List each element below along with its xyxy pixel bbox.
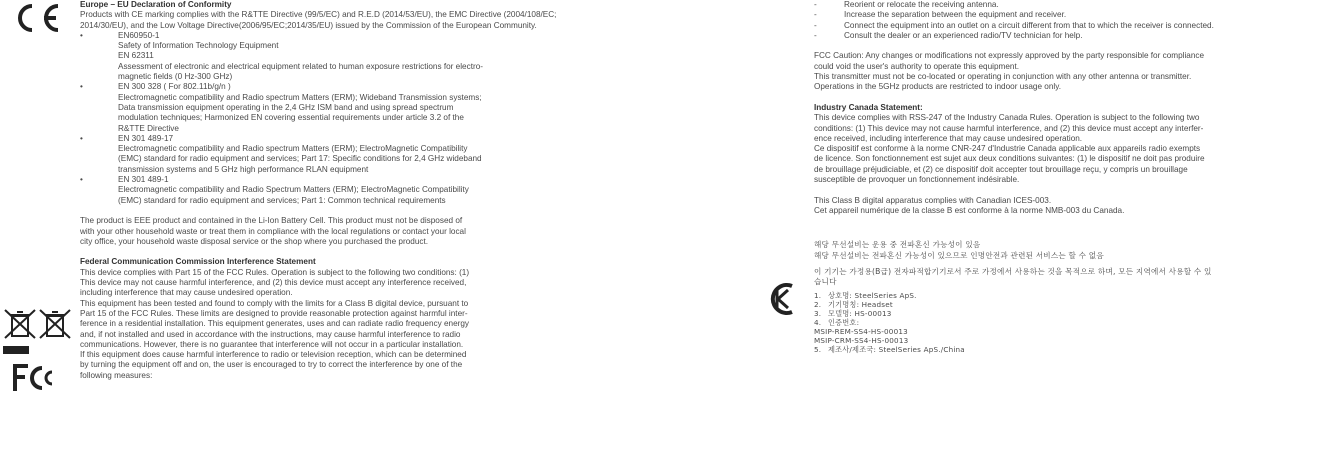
ic-heading: Industry Canada Statement:: [814, 102, 923, 112]
measure-text: Increase the separation between the equipment and receiver.: [844, 10, 1067, 20]
standard-item: [80, 175, 600, 206]
crossed-bin-icon: [3, 308, 37, 343]
caution-line: FCC Caution: Any changes or modifications not expressly approved by the party responsible for compliance: [814, 51, 1205, 61]
ic-line: Ce dispositif est conforme à la norme CNR-247 d'Industrie Canada applicable aux appareils radio exempts: [814, 144, 1201, 154]
eu-intro: Products with CE marking complies with the R&TTE Directive (99/5/EC) and R.E.D (2014/53/EU), the EMC Directive (2004/108/EC; 2014/30/EU), and the Low Voltage Directive(2006/95/EC;2014/35/EU) issued by the Commission of the European Community.: [80, 10, 557, 30]
standard-line: Assessment of electronic and electrical equipment related to human exposure restrictions for electro-: [118, 61, 483, 71]
fcc-paragraph: [80, 268, 600, 381]
kr-list-item: [814, 291, 1324, 300]
standard-line: transmission systems and 5 GHz high performance RLAN equipment: [118, 164, 369, 174]
ices-line: Cet appareil numérique de la classe B est conforme à la norme NMB-003 du Canada.: [814, 205, 1125, 215]
eee-line: with your other household waste or treat them in compliance with the local regulations or contact your local: [80, 226, 466, 236]
fcc-line: If this equipment does cause harmful interference to radio or television reception, which can be determined: [80, 350, 467, 360]
ic-line: conditions: (1) This device may not cause harmful interference, and (2) this device must accept any interfer-: [814, 123, 1204, 133]
fcc-line: Part 15 of the FCC Rules. These limits are designed to provide reasonable protection against harmful inter-: [80, 308, 468, 318]
fcc-caution: [814, 51, 1324, 92]
ce-mark-icon: [10, 3, 62, 36]
standard-text: [118, 175, 600, 206]
standard-line: Electromagnetic compatibility and Radio spectrum Matters (ERM); Wideband Transmission systems;: [118, 92, 482, 102]
ices-line: This Class B digital apparatus complies with Canadian ICES-003.: [814, 195, 1052, 205]
kr-cert-id: MSIP-REM-SS4-HS-00013: [814, 327, 908, 337]
standard-text: [118, 134, 600, 175]
disposal-bar: [3, 346, 29, 354]
standard-item: [80, 134, 600, 175]
standard-text: [118, 31, 600, 82]
kr-list-text: 모델명: HS-00013: [828, 309, 892, 319]
fcc-line: by turning the equipment off and on, the user is encouraged to try to correct the interference by one of the: [80, 360, 463, 370]
kr-list-item: [814, 300, 1324, 309]
standard-line: Safety of Information Technology Equipment: [118, 41, 279, 51]
korean-info-list: [814, 291, 1324, 354]
standard-line: magnetic fields (0 Hz-300 GHz): [118, 72, 233, 82]
kr-list-number: 2.: [814, 300, 822, 310]
ic-line: ence received, including interference that may cause undesired operation.: [814, 133, 1083, 143]
bullet-mark: •: [80, 82, 83, 92]
standard-text: [118, 82, 600, 133]
ic-line: de brouillage préjudiciable, et (2) ce dispositif doit accepter tout brouillage reçu, y compris un brouillage: [814, 164, 1188, 174]
measure-item: [814, 21, 1324, 31]
kr-list-item: [814, 318, 1324, 327]
eee-line: The product is EEE product and contained in the Li-Ion Battery Cell. This product must not be disposed of: [80, 216, 463, 226]
korean-notice: [814, 240, 1324, 261]
fcc-line: including interference that may cause undesired operation.: [80, 288, 293, 298]
fcc-logo-icon: [12, 363, 58, 396]
standard-line: EN 301 489-17: [118, 133, 174, 143]
kr-list-text: 인증번호:: [828, 318, 860, 328]
kr-list-number: 4.: [814, 318, 822, 328]
kc-mark-icon: [764, 281, 800, 320]
standard-item: [80, 82, 600, 133]
standard-line: EN 301 489-1: [118, 175, 169, 185]
ic-line: de licence. Son fonctionnement est sujet aux deux conditions suivantes: (1) le dispositif ne doit pas produire: [814, 154, 1205, 164]
measure-item: [814, 10, 1324, 20]
kr-cert-id: MSIP-CRM-SS4-HS-00013: [814, 336, 909, 346]
dash-mark: -: [814, 20, 817, 30]
ic-paragraph: [814, 113, 1324, 185]
kr-list-text: 제조사/제조국: SteelSeries ApS./China: [828, 345, 965, 355]
korean-class-b-notice: [814, 267, 1324, 288]
bullet-mark: •: [80, 30, 83, 40]
kr-list-text: 상호명: SteelSeries ApS.: [828, 291, 917, 301]
right-column: [814, 0, 1324, 354]
standard-line: R&TTE Directive: [118, 123, 179, 133]
measure-text: Reorient or relocate the receiving antenna.: [844, 0, 999, 9]
measure-text: Connect the equipment into an outlet on a circuit different from that to which the receiver is connected.: [844, 20, 1214, 30]
fcc-line: and, if not installed and used in accordance with the instructions, may cause harmful interference to radio: [80, 329, 461, 339]
fcc-line: ference in a residential installation. This equipment generates, uses and can radiate radio frequency energy: [80, 319, 469, 329]
kr-list-item: [814, 345, 1324, 354]
standard-line: EN 62311: [118, 51, 154, 61]
fcc-line: This equipment has been tested and found to comply with the limits for a Class B digital device, pursuant to: [80, 298, 469, 308]
eu-heading: Europe – EU Declaration of Conformity: [80, 0, 232, 9]
fcc-line: This device may not cause harmful interference, and (2) this device must accept any interference received,: [80, 278, 467, 288]
standard-line: EN 300 328 ( For 802.11b/g/n ): [118, 82, 231, 92]
ic-line: This device complies with RSS-247 of the Industry Canada Rules. Operation is subject to the following two: [814, 113, 1200, 123]
bullet-mark: •: [80, 133, 83, 143]
measure-item: [814, 31, 1324, 41]
standard-line: EN60950-1: [118, 30, 160, 40]
dash-mark: -: [814, 10, 817, 20]
caution-line: Operations in the 5GHz products are restricted to indoor usage only.: [814, 82, 1061, 92]
korean-para-line: 이 기기는 가정용(B급) 전자파적합기기로서 주로 가정에서 사용하는 것을 목적으로 하며, 모든 지역에서 사용할 수 있: [814, 266, 1212, 276]
standard-line: (EMC) standard for radio equipment and services; Part 17: Specific conditions for 2,4 GHz wideband: [118, 154, 482, 164]
korean-line: 해당 무선설비는 운용 중 전파혼신 가능성이 있음: [814, 240, 981, 250]
bullet-mark: •: [80, 175, 83, 185]
standard-line: Data transmission equipment operating in the 2,4 GHz ISM band and using spread spectrum: [118, 102, 454, 112]
ic-line: susceptible de provoquer un fonctionnement indésirable.: [814, 175, 1020, 185]
eee-paragraph: [80, 216, 600, 247]
standard-item: [80, 31, 600, 82]
standards-list: [80, 31, 600, 206]
kr-list-item: [814, 309, 1324, 318]
standard-line: modulation techniques; Harmonized EN covering essential requirements under article 3.2 of the: [118, 113, 464, 123]
standard-line: (EMC) standard for radio equipment and services; Part 1: Common technical requirements: [118, 195, 446, 205]
kr-list-text: 기기명칭: Headset: [828, 300, 893, 310]
crossed-battery-bin-icon: [38, 308, 72, 343]
fcc-heading: Federal Communication Commission Interference Statement: [80, 257, 316, 267]
measure-text: Consult the dealer or an experienced radio/TV technician for help.: [844, 30, 1083, 40]
fcc-line: following measures:: [80, 370, 153, 380]
caution-line: This transmitter must not be co-located or operating in conjunction with any other antenna or transmitter.: [814, 72, 1192, 82]
korean-line: 해당 무선설비는 전파혼신 가능성이 있으므로 인명안전과 관련된 서비스는 할 수 없음: [814, 250, 1104, 260]
fcc-line: communications. However, there is no guarantee that interference will not occur in a particular installation.: [80, 339, 464, 349]
fcc-measures-list: [814, 0, 1324, 41]
ices-paragraph: [814, 196, 1324, 217]
kr-list-number: 1.: [814, 291, 822, 301]
dash-mark: -: [814, 0, 817, 9]
standard-line: Electromagnetic compatibility and Radio Spectrum Matters (ERM); ElectroMagnetic Compatibility: [118, 185, 469, 195]
measure-item: [814, 0, 1324, 10]
standard-line: Electromagnetic compatibility and Radio spectrum Matters (ERM); ElectroMagnetic Compatibility: [118, 144, 468, 154]
kr-list-number: 3.: [814, 309, 822, 319]
caution-line: could void the user's authority to operate this equipment.: [814, 61, 1020, 71]
kr-list-number: 5.: [814, 345, 822, 355]
dash-mark: -: [814, 30, 817, 40]
eee-line: city office, your household waste disposal service or the shop where you purchased the product.: [80, 236, 429, 246]
left-column: [80, 0, 600, 381]
fcc-line: This device complies with Part 15 of the FCC Rules. Operation is subject to the following two conditions: (1): [80, 267, 470, 277]
korean-para-line: 습니다: [814, 277, 837, 287]
